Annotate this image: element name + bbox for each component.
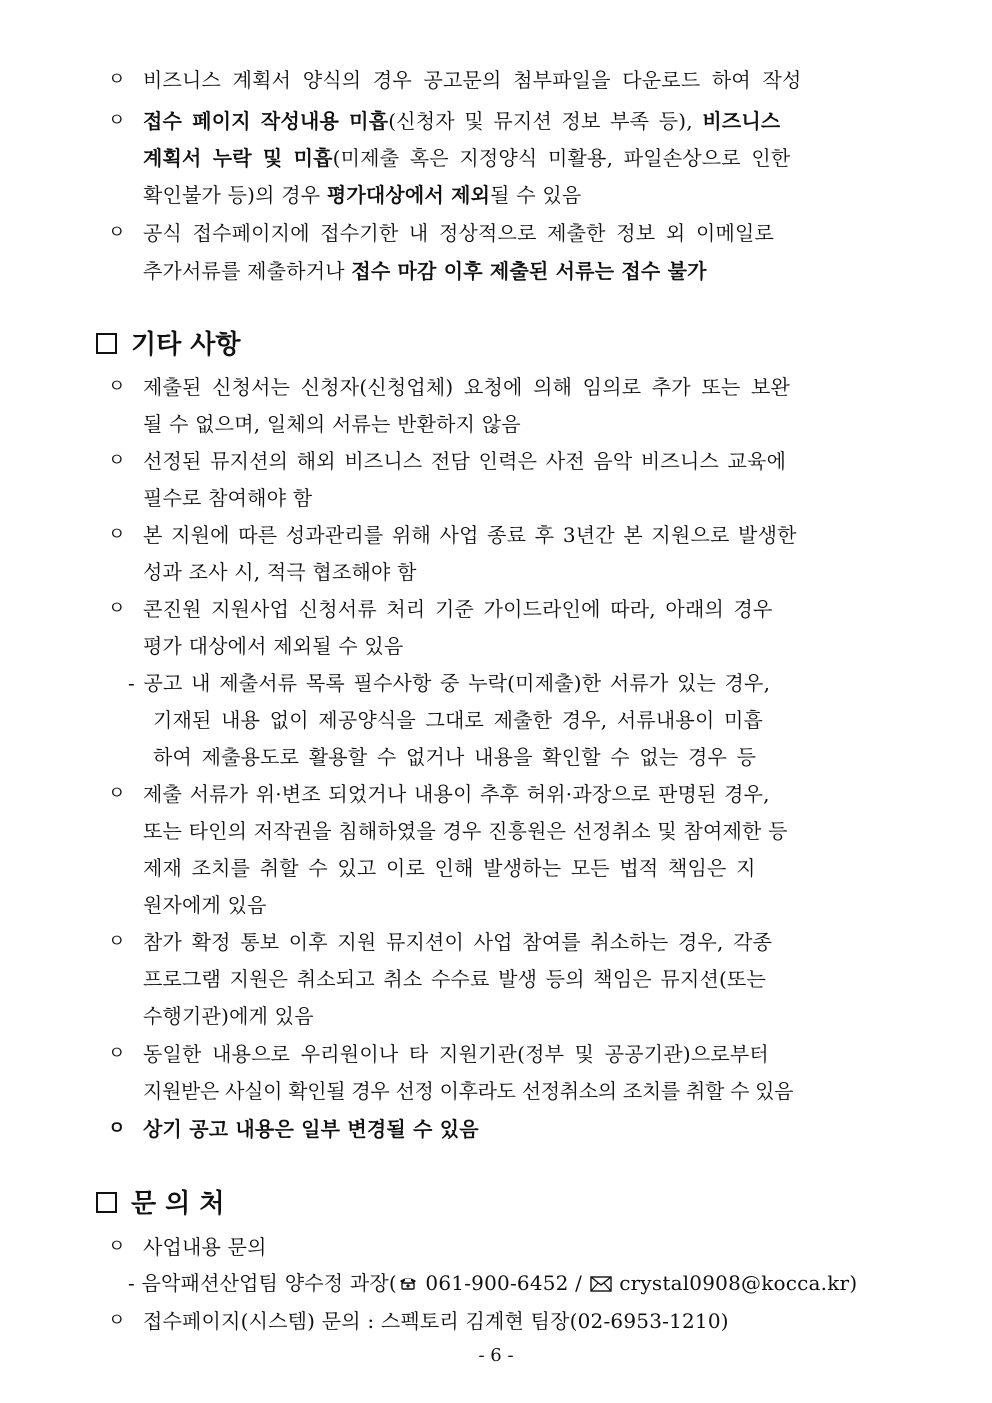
misc-subitem-line-3: 하여 제출용도로 활용할 수 없거나 내용을 확인할 수 없는 경우 등: [153, 745, 757, 769]
bullet-marker: ㅇ: [108, 1310, 126, 1331]
body-text: (미제출 혹은 지정양식 미활용, 파일손상으로 인한: [332, 146, 791, 170]
misc-item-2-line-1: 선정된 뮤지션의 해외 비즈니스 전담 인력은 사전 음악 비즈니스 교육에: [143, 449, 787, 473]
contact-item-1-detail: [128, 1268, 857, 1298]
emphasis-text: 평가대상에서 제외: [326, 183, 491, 207]
misc-item-6-line-2: 프로그램 지원은 취소되고 취소 수수료 발생 등의 책임은 뮤지션(또는: [143, 967, 767, 991]
bullet-marker: ㅇ: [108, 376, 126, 397]
submission-note-2-line-2: [143, 143, 790, 173]
misc-item-5-line-2: 또는 타인의 저작권을 침해하였을 경우 진흥원은 선정취소 및 참여제한 등: [143, 819, 788, 843]
bullet-marker: ㅇ: [108, 598, 126, 619]
misc-item-7-line-1: 동일한 내용으로 우리원이나 타 지원기관(정부 및 공공기관)으로부터: [143, 1042, 769, 1066]
emphasis-text: 접수 마감 이후 제출된 서류는 접수 불가: [351, 259, 707, 283]
emphasis-text: 상기 공고 내용은 일부 변경될 수 있음: [143, 1117, 479, 1141]
emphasis-text: 계획서 누락 및 미흡: [143, 146, 333, 170]
bullet-marker: ㅇ: [108, 1236, 126, 1257]
misc-item-8: [143, 1114, 479, 1144]
submission-note-2-line-3: [143, 180, 581, 210]
checkbox-square-icon: [96, 333, 117, 354]
emphasis-text: 접수 페이지 작성내용 미흡: [143, 109, 389, 133]
bullet-marker: ㅇ: [108, 450, 126, 471]
section-title: 기타 사항: [131, 330, 241, 360]
phone-number: 061-900-6452 /: [418, 1271, 589, 1295]
page-number: - 6 -: [478, 1345, 514, 1366]
emphasis-text: 비즈니스: [702, 109, 781, 133]
envelope-icon: [589, 1268, 613, 1298]
body-text: (신청자 및 뮤지션 정보 부족 등),: [388, 109, 703, 133]
misc-subitem-line-1: - 공고 내 제출서류 목록 필수사항 중 누락(미제출)한 서류가 있는 경우,: [128, 671, 771, 695]
contact-person: - 음악패션산업팀 양수정 과장(: [128, 1271, 397, 1295]
section-title: 문 의 처: [131, 1189, 225, 1219]
section-heading-contact: [96, 1186, 224, 1222]
misc-item-2-line-2: 필수로 참여해야 함: [143, 486, 313, 510]
body-text: 확인불가 등)의 경우: [143, 183, 327, 207]
submission-note-3-line-2: [143, 256, 707, 286]
bullet-marker: ㅇ: [108, 1043, 126, 1064]
bullet-marker: ㅇ: [108, 931, 126, 952]
misc-item-4-line-1: 콘진원 지원사업 신청서류 처리 기준 가이드라인에 따라, 아래의 경우: [143, 597, 773, 621]
checkbox-square-icon: [96, 1192, 117, 1213]
bullet-marker: ㅇ: [108, 524, 126, 545]
bullet-marker: ㅇ: [108, 69, 126, 90]
body-text: 추가서류를 제출하거나: [143, 259, 352, 283]
contact-item-1: 사업내용 문의: [143, 1235, 267, 1259]
misc-item-1-line-2: 될 수 없으며, 일체의 서류는 반환하지 않음: [143, 412, 521, 436]
submission-note-1: 비즈니스 계획서 양식의 경우 공고문의 첨부파일을 다운로드 하여 작성: [143, 68, 802, 92]
misc-item-5-line-4: 원자에게 있음: [143, 893, 267, 917]
bullet-marker: ㅇ: [108, 110, 126, 131]
misc-item-4-line-2: 평가 대상에서 제외될 수 있음: [143, 634, 404, 658]
misc-item-5-line-1: 제출 서류가 위·변조 되었거나 내용이 추후 허위·과장으로 판명된 경우,: [143, 782, 770, 806]
misc-item-6-line-3: 수행기관)에게 있음: [143, 1004, 314, 1028]
body-text: 될 수 있음: [490, 183, 582, 207]
submission-note-2-line-1: [143, 106, 780, 136]
misc-item-3-line-2: 성과 조사 시, 적극 협조해야 함: [143, 560, 417, 584]
misc-item-1-line-1: 제출된 신청서는 신청자(신청업체) 요청에 의해 임의로 추가 또는 보완: [143, 375, 791, 399]
phone-icon: [397, 1268, 419, 1298]
misc-subitem-line-2: 기재된 내용 없이 제공양식을 그대로 제출한 경우, 서류내용이 미흡: [153, 708, 764, 732]
contact-item-2: 접수페이지(시스템) 문의 : 스펙토리 김계현 팀장(02-6953-1210): [143, 1309, 729, 1333]
submission-note-3-line-1: 공식 접수페이지에 접수기한 내 정상적으로 제출한 정보 외 이메일로: [143, 221, 775, 245]
misc-item-5-line-3: 제재 조치를 취할 수 있고 이로 인해 발생하는 모든 법적 책임은 지: [143, 856, 756, 880]
bullet-marker: ㅇ: [108, 783, 126, 804]
bullet-marker: ㅇ: [108, 222, 126, 243]
misc-item-7-line-2: 지원받은 사실이 확인될 경우 선정 이후라도 선정취소의 조치를 취할 수 있음: [143, 1079, 794, 1103]
section-heading-misc: [96, 327, 241, 363]
misc-item-3-line-1: 본 지원에 따른 성과관리를 위해 사업 종료 후 3년간 본 지원으로 발생한: [143, 523, 797, 547]
email-address[interactable]: crystal0908@kocca.kr): [612, 1271, 858, 1295]
misc-item-6-line-1: 참가 확정 통보 이후 지원 뮤지션이 사업 참여를 취소하는 경우, 각종: [143, 930, 773, 954]
bullet-marker: ㅇ: [108, 1118, 126, 1139]
